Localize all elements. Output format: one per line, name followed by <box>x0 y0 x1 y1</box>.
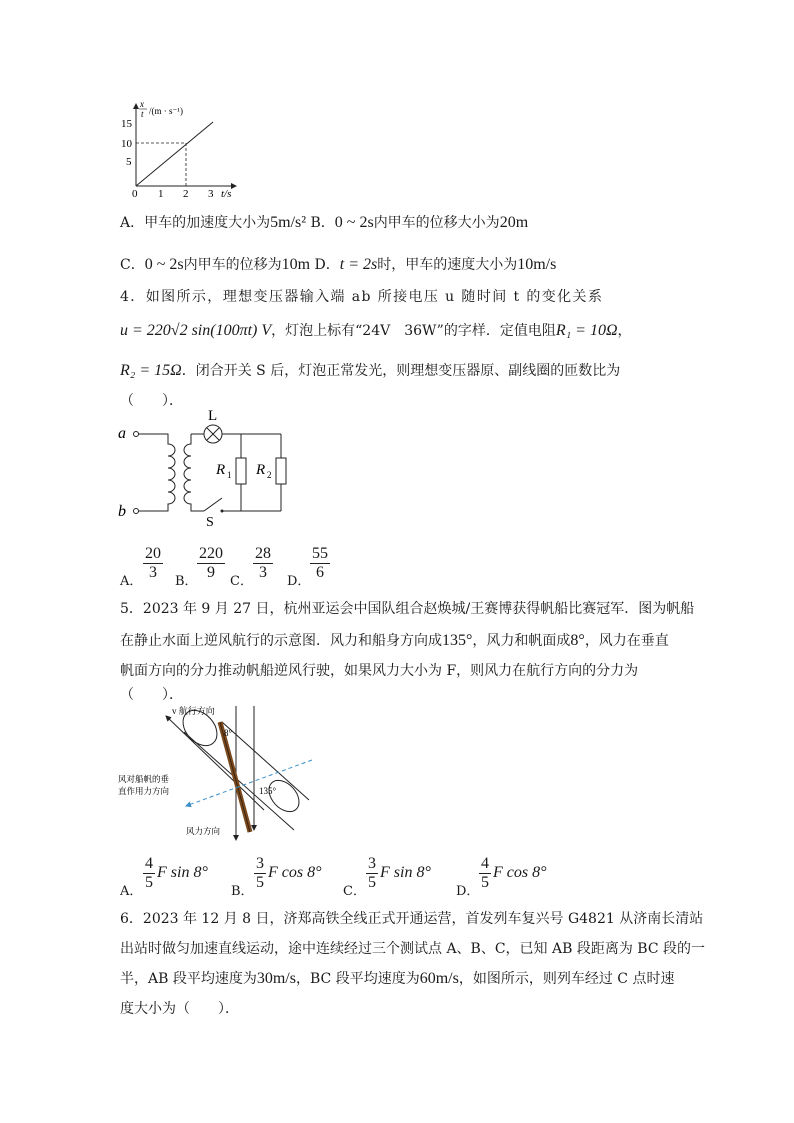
q5-line1: 5．2023 年 9 月 27 日，杭州亚运会中国队组合赵焕城/王赛博获得帆船比赛冠军．图为帆船 <box>120 601 695 617</box>
q5-line2a: 在静止水面上逆风航行的示意图．风力和船身方向成 <box>120 633 442 649</box>
q3-option-c-value: 10m <box>281 256 311 273</box>
q5-option-b-frac <box>254 855 266 892</box>
x-tick-2: 2 <box>183 188 189 198</box>
switch-label: S <box>206 515 214 528</box>
q3-option-a-value: 5m/s² <box>270 214 307 231</box>
q5-option-d-num: 4 <box>481 855 489 872</box>
q4-option-d-num: 55 <box>312 545 328 562</box>
q3-option-d-prefix: D． <box>314 257 340 273</box>
q5-option-b-num: 3 <box>256 855 264 872</box>
q4-line1: 4．如图所示，理想变压器输入端 ab 所接电压 u 随时间 t 的变化关系 <box>120 289 604 305</box>
q6-v1: 30m/s <box>256 970 296 987</box>
q4-blank: （ ）． <box>120 393 183 409</box>
q5-option-c-label: C． <box>343 884 366 899</box>
terminal-b <box>134 509 139 514</box>
q3-option-c-math: 0 ~ 2s <box>144 256 184 273</box>
r2-label: R <box>256 462 266 478</box>
wind-label: 风力方向 <box>186 826 221 836</box>
y-label-num: x <box>140 99 144 109</box>
y-label-den: t <box>141 109 144 119</box>
terminal-a-label: a <box>118 425 126 442</box>
q5-line2b: ，风力和帆面成 <box>472 633 571 649</box>
perp-force-arrow <box>186 760 312 806</box>
terminal-a <box>134 432 139 437</box>
q6-v2: 60m/s <box>419 970 459 987</box>
q4-option-d-label: D． <box>287 574 311 589</box>
hull-stern <box>263 775 305 818</box>
q4-option-a-num: 20 <box>145 545 161 562</box>
y-tick-5: 5 <box>126 156 132 168</box>
q5-option-a-num: 4 <box>145 855 153 872</box>
q3-option-c-prefix: C． <box>120 257 145 273</box>
q4-line3 <box>120 360 620 380</box>
q5-option-b-expr: F cos 8° <box>268 864 322 881</box>
q5-angle135: 135° <box>442 632 473 649</box>
transformer-circuit <box>116 408 296 528</box>
q5-option-a-den: 5 <box>145 874 153 891</box>
x-tick-3: 3 <box>208 188 214 198</box>
x-label: t/s <box>221 188 232 198</box>
q3-option-d-math: t = 2s <box>339 256 378 273</box>
q5-option-c-num: 3 <box>368 855 376 872</box>
x-tick-1: 1 <box>158 188 164 198</box>
q5-option-b-den: 5 <box>256 874 264 891</box>
q5-option-c-expr: F sin 8° <box>380 864 431 881</box>
q3-option-b-math: 0 ~ 2s <box>334 214 374 231</box>
heading-arrow <box>166 716 264 810</box>
y-tick-15: 15 <box>121 118 132 130</box>
q6-line3 <box>120 968 674 988</box>
data-line <box>136 122 213 186</box>
q6-line1: 6．2023 年 12 月 8 日，济郑高铁全线正式开通运营，首发列车复兴号 G4821 从济南长清站 <box>120 911 704 927</box>
heading-label: v 航行方向 <box>172 706 215 716</box>
perp-label-2: 直作用力方向 <box>118 786 170 796</box>
secondary-coil <box>184 434 204 511</box>
q6-line2: 出站时做匀加速直线运动，途中连续经过三个测试点 A、B、C，已知 AB 段距离为 BC 段的一 <box>120 941 706 957</box>
switch-s <box>204 498 222 511</box>
q4-option-a-label: A． <box>120 574 143 589</box>
q5-blank: （ ）． <box>120 687 183 703</box>
q4-option-b-frac <box>197 545 225 582</box>
q4-option-a-den: 3 <box>149 564 157 581</box>
q5-option-d-frac <box>479 855 491 892</box>
q4-formula: u = 220√2 sin(100πt) V <box>120 322 272 339</box>
q4-line3-text: ．闭合开关 S 后，灯泡正常发光，则理想变压器原、副线圈的匝数比为 <box>181 363 621 379</box>
sail-edge <box>220 722 250 832</box>
q3-option-a: A．甲车的加速度大小为 <box>120 215 271 231</box>
r1-label: R <box>216 462 226 478</box>
q3-option-b-text: 内甲车的位移大小为 <box>373 215 500 231</box>
angle-8-label: 8° <box>224 728 233 738</box>
terminal-b-label: b <box>118 503 126 520</box>
y-label-unit: /(m · s⁻¹) <box>149 106 183 116</box>
q4-r2: R₂ = 15Ω <box>120 362 182 379</box>
q5-option-c-den: 5 <box>368 874 376 891</box>
resistor-r1 <box>236 458 246 484</box>
q3-option-b-value: 20m <box>499 214 529 231</box>
r1-sub: 1 <box>227 470 232 480</box>
q3-option-c-text: 内甲车的位移为 <box>183 257 282 273</box>
q4-option-c-frac <box>253 545 273 582</box>
q3-option-d-value: 10m/s <box>517 256 557 273</box>
q4-option-c-label: C． <box>230 574 253 589</box>
q5-option-b-label: B． <box>231 884 254 899</box>
q3-option-cd-line <box>120 254 556 274</box>
x-tick-0: 0 <box>132 188 138 198</box>
q3-option-d-text: 时，甲车的速度大小为 <box>377 257 518 273</box>
q4-line2: u = 220√2 sin(100πt) V，灯泡上标有“24V 36W”的字样．定值电阻R₁ = 10Ω， <box>120 322 632 339</box>
r2-sub: 2 <box>267 470 272 480</box>
q5-angle8: 8° <box>570 632 585 649</box>
q4-option-d-frac <box>310 545 330 582</box>
velocity-time-graph <box>118 98 248 198</box>
q6-line3b: ，BC 段平均速度为 <box>295 971 420 987</box>
q3-option-b-prefix: B． <box>310 215 335 231</box>
resistor-r2 <box>276 458 286 484</box>
q5-line3: 帆面方向的分力推动帆船逆风行驶，如果风力大小为 F，则风力在航行方向的分力为 <box>120 663 639 679</box>
y-tick-10: 10 <box>121 138 132 150</box>
q6-line3c: ，如图所示，则列车经过 C 点时速 <box>458 971 675 987</box>
q5-option-d-label: D． <box>456 884 480 899</box>
q6-line4: 度大小为（ ）． <box>120 1001 239 1017</box>
q3-option-ab-line <box>120 212 528 232</box>
q4-option-d-den: 6 <box>316 564 324 581</box>
q5-option-d-den: 5 <box>481 874 489 891</box>
q5-option-a-label: A． <box>120 884 143 899</box>
lamp-label: L <box>208 408 218 424</box>
q4-option-c-num: 28 <box>255 545 271 562</box>
q4-option-a-frac <box>143 545 163 582</box>
q4-line2-text: ，灯泡上标有“24V 36W”的字样．定值电阻 <box>271 323 556 339</box>
q6-line3a: 半，AB 段平均速度为 <box>120 971 257 987</box>
q5-option-a-expr: F sin 8° <box>157 864 208 881</box>
q5-line2c: ，风力在垂直 <box>584 633 669 649</box>
angle-135-label: 135° <box>259 786 277 796</box>
q4-option-b-num: 220 <box>199 545 223 562</box>
q4-option-c-den: 3 <box>259 564 267 581</box>
q5-option-c-frac <box>366 855 378 892</box>
primary-coil <box>138 434 175 511</box>
sailboat-figure <box>114 700 314 848</box>
q4-option-b-den: 9 <box>207 564 215 581</box>
q5-line2 <box>120 630 669 650</box>
q5-option-d-expr: F cos 8° <box>493 864 547 881</box>
perp-label-1: 风对船帆的垂 <box>118 774 170 784</box>
q4-r1: R₁ = 10Ω <box>555 322 618 339</box>
q4-option-b-label: B． <box>175 574 198 589</box>
q5-option-a-frac <box>143 855 155 892</box>
